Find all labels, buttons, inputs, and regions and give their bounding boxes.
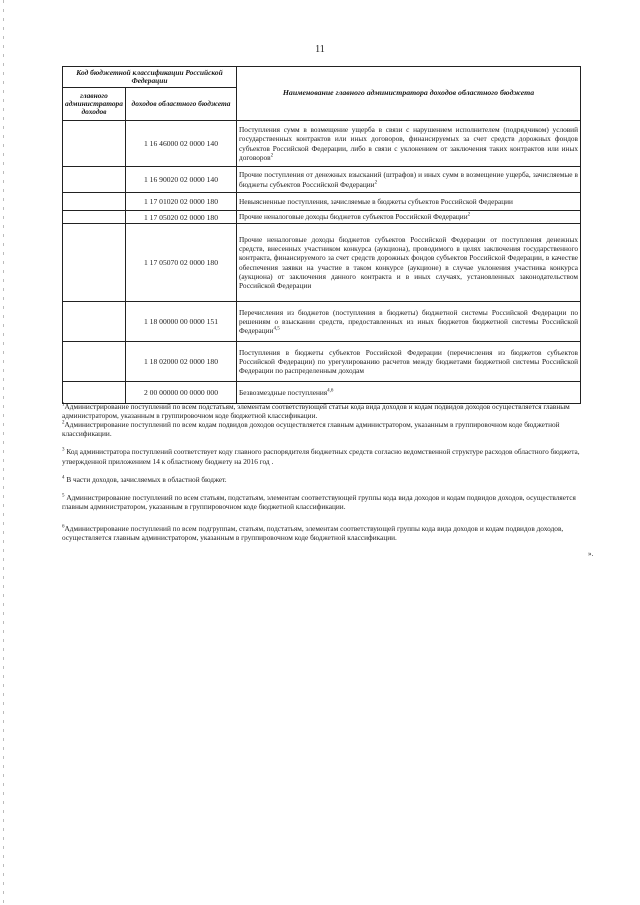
footnote-text: Администрирование поступлений по всем подстатьям, элементам соответствующей статьи кода вида доходов и кодам подвидов доходов осуществляется главным администратором, указанным в группировочном коде бюджетной классификации. xyxy=(62,402,570,421)
description-cell xyxy=(237,224,581,302)
income-code-cell: 1 16 90020 02 0000 140 xyxy=(126,167,237,193)
description-text: Прочие неналоговые доходы бюджетов субъектов Российской Федерации от поступления денежных средств, внесенных участником конкурса (аукциона), проводимого в целях заключения государственного контракта, финансируемого за счет средств дорожных фондов субъектов Российской Федерации, в качестве обеспечения заявки на участие в таком конкурсе (аукционе) в случае уклонения участника конкурса (аукциона) от заключения данного контракта и в иных случаях, установленных законодательством Российской Федерации xyxy=(239,235,578,290)
table-row xyxy=(63,382,581,404)
table-row xyxy=(63,211,581,224)
footnote-ref: 4,5 xyxy=(273,326,280,332)
income-code-cell: 2 00 00000 00 0000 000 xyxy=(126,382,237,404)
table-row xyxy=(63,193,581,211)
admin-code-cell xyxy=(63,302,126,342)
description-cell xyxy=(237,342,581,382)
admin-code-cell xyxy=(63,121,126,167)
footnote-mark: 2 xyxy=(62,420,65,426)
footnote-4 xyxy=(62,475,582,484)
header-income-code: доходов областного бюджета xyxy=(126,88,237,121)
footnote-ref: 2 xyxy=(374,180,378,186)
table-row xyxy=(63,121,581,167)
closing-quote-mark: ». xyxy=(588,550,594,558)
table-row xyxy=(63,302,581,342)
income-code-cell: 1 18 00000 00 0000 151 xyxy=(126,302,237,342)
income-code-cell: 1 17 05070 02 0000 180 xyxy=(126,224,237,302)
description-text: Прочие поступления от денежных взысканий (штрафов) и иных сумм в возмещение ущерба, зачисляемые в бюджеты субъектов Российской Федерации xyxy=(239,170,578,189)
admin-code-cell xyxy=(63,193,126,211)
header-classification-group: Код бюджетной классификации Российской Федерации xyxy=(63,67,237,88)
description-text: Безвозмездные поступления xyxy=(239,387,328,397)
footnote-text: Администрирование поступлений по всем подгруппам, статьям, подстатьям, элементам соответствующей группы кода вида доходов и кодам подвидов доходов, осуществляется главным администратором, указанным в группировочном коде бюджетной классификации. xyxy=(62,523,564,543)
footnote-ref: 4,6 xyxy=(327,388,334,394)
description-text: Поступления сумм в возмещение ущерба в связи с нарушением исполнителем (подрядчиком) условий государственных контрактов или иных договоров, финансируемых за счет средств дорожных фондов субъектов Российской Федерации, либо в связи с уклонением от заключения таких контрактов или иных договоров xyxy=(239,125,578,162)
admin-code-cell xyxy=(63,211,126,224)
description-cell xyxy=(237,193,581,211)
description-cell xyxy=(237,167,581,193)
income-code-cell: 1 16 46000 02 0000 140 xyxy=(126,121,237,167)
budget-classification-table xyxy=(62,66,581,404)
footnote-5 xyxy=(62,493,582,511)
footnotes xyxy=(62,402,582,542)
footnote-text: Администрирование поступлений по всем статьям, подстатьям, элементам соответствующей группы кода вида доходов и кодам подвидов доходов, осуществляется главным администратором, указанным в группировочном коде бюджетной классификации. xyxy=(62,492,576,511)
footnote-3 xyxy=(62,447,582,465)
footnote-text: Код администратора поступлений соответствует коду главного распорядителя бюджетных средств согласно ведомственной структуре расходов областного бюджета, утвержденной приложением 14 к областному бюджету на 2016 год . xyxy=(62,447,580,466)
admin-code-cell xyxy=(63,382,126,404)
binding-edge xyxy=(3,0,4,905)
footnote-ref: 2 xyxy=(270,153,274,159)
income-code-cell: 1 17 01020 02 0000 180 xyxy=(126,193,237,211)
header-admin-code: главного администратора доходов xyxy=(63,88,126,121)
footnote-1 xyxy=(62,402,582,420)
footnote-text: Администрирование поступлений по всем кодам подвидов доходов осуществляется главным администратором, указанным в группировочном коде бюджетной классификации. xyxy=(62,420,560,439)
admin-code-cell xyxy=(63,342,126,382)
table-row xyxy=(63,224,581,302)
description-cell xyxy=(237,121,581,167)
income-code-cell: 1 17 05020 02 0000 180 xyxy=(126,211,237,224)
description-cell xyxy=(237,382,581,404)
description-text: Невыясненные поступления, зачисляемые в бюджеты субъектов Российской Федерации xyxy=(239,196,513,206)
footnote-mark: 4 xyxy=(62,475,65,481)
footnote-mark: 6 xyxy=(62,524,65,530)
footnote-mark: 1 xyxy=(62,402,65,408)
description-text: Прочие неналоговые доходы бюджетов субъектов Российской Федерации xyxy=(239,212,468,222)
income-code-cell: 1 18 02000 02 0000 180 xyxy=(126,342,237,382)
description-cell xyxy=(237,211,581,224)
footnote-2 xyxy=(62,420,582,438)
description-text: Перечисления из бюджетов (поступления в бюджеты) бюджетной системы Российской Федерации по решениям о взыскании средств, предоставленных из иных бюджетов бюджетной системы Российской Федерации xyxy=(239,307,578,336)
description-text: Поступления в бюджеты субъектов Российской Федерации (перечисления из бюджетов субъектов Российской Федерации) по урегулированию расчетов между бюджетами бюджетной системы Российской Федерации по распределенным доходам xyxy=(239,347,578,376)
admin-code-cell xyxy=(63,167,126,193)
footnote-mark: 3 xyxy=(62,448,65,454)
footnote-text: В части доходов, зачисляемых в областной бюджет. xyxy=(66,474,227,484)
footnote-6 xyxy=(62,524,582,542)
admin-code-cell xyxy=(63,224,126,302)
footnote-ref: 2 xyxy=(467,213,471,219)
description-cell xyxy=(237,302,581,342)
table-row xyxy=(63,167,581,193)
footnote-mark: 5 xyxy=(62,493,65,499)
header-administrator-name: Наименование главного администратора доходов областного бюджета xyxy=(237,67,581,121)
table-row xyxy=(63,342,581,382)
page-number: 11 xyxy=(315,44,325,55)
